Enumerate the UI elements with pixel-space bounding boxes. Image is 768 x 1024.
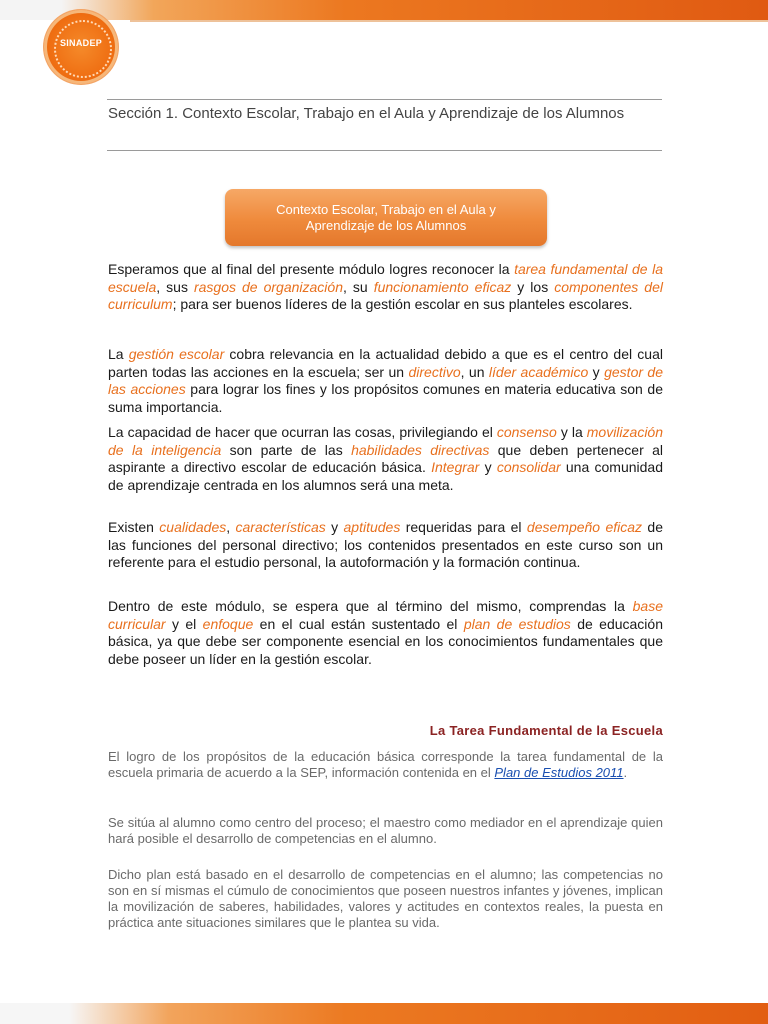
highlight: gestión escolar xyxy=(128,346,225,362)
text: , su xyxy=(343,278,374,295)
text: una comunidad de aprendizaje centrada en los alumnos será una meta. xyxy=(108,459,663,493)
paragraph-logro xyxy=(108,749,663,781)
logo-text: SINADEP xyxy=(59,38,103,48)
text: y xyxy=(588,363,605,380)
highlight: Integrar xyxy=(431,459,480,475)
bottom-decorative-bar xyxy=(0,1003,768,1024)
text: y el xyxy=(165,615,203,632)
highlight: consenso xyxy=(496,424,557,440)
highlight: habilidades directivas xyxy=(351,441,490,458)
text: , un xyxy=(460,363,489,380)
text: , xyxy=(226,519,236,535)
sinadep-logo xyxy=(44,10,118,84)
text: y xyxy=(479,459,497,475)
highlight: consolidar xyxy=(496,459,561,475)
text: . xyxy=(623,765,628,780)
highlight: desempeño eficaz xyxy=(526,519,643,535)
highlight: líder académico xyxy=(488,363,589,380)
highlight: cualidades xyxy=(159,519,227,535)
text: para lograr los fines y los propósitos comunes en materia educativa son de suma importancia. xyxy=(108,381,663,415)
banner-line-1: Contexto Escolar, Trabajo en el Aula y xyxy=(276,201,496,217)
text: que deben pertenecer al aspirante a directivo escolar de educación básica. xyxy=(108,441,663,475)
highlight: gestor de las acciones xyxy=(108,363,664,397)
text: La capacidad de hacer que ocurran las cosas, privilegiando el xyxy=(108,424,497,440)
text: son parte de las xyxy=(221,441,352,458)
text: y xyxy=(325,519,344,535)
text: en el cual están sustentado el xyxy=(253,615,464,632)
text: El logro de los propósitos de la educación básica corresponde la tarea fundamental de la escuela primaria de acuerdo a la SEP, información contenida en el xyxy=(108,749,663,780)
highlight: tarea fundamental de la escuela xyxy=(108,261,663,295)
plan-estudios-link[interactable]: Plan de Estudios 2011 xyxy=(494,765,624,780)
text: , sus xyxy=(156,278,194,295)
text: y la xyxy=(556,424,587,440)
banner-line-2: Aprendizaje de los Alumnos xyxy=(305,217,467,233)
text: La xyxy=(108,346,129,362)
highlight: funcionamiento eficaz xyxy=(373,278,512,295)
section-rule-top xyxy=(107,99,662,100)
text: requeridas para el xyxy=(400,519,527,535)
top-decorative-bar xyxy=(0,0,768,20)
paragraph-intro xyxy=(108,261,663,314)
text: y los xyxy=(511,278,555,295)
text: cobra relevancia en la actualidad debido a que es el centro del cual parten todas las acciones en la escuela; ser un xyxy=(108,346,663,380)
subsection-heading: La Tarea Fundamental de la Escuela xyxy=(429,723,663,738)
highlight: características xyxy=(235,519,326,535)
paragraph-gestion xyxy=(108,346,663,416)
highlight: movilización de la inteligencia xyxy=(108,424,663,458)
highlight: componentes del curriculum xyxy=(108,278,663,312)
text: de las funciones del personal directivo; los contenidos presentados en este curso son un referente para el estudio personal, la autoformación y la formación continua. xyxy=(108,519,663,570)
topic-banner xyxy=(225,189,547,246)
text: de educación básica, ya que debe ser componente esencial en los conocimientos fundamentales que debe poseer un líder en la gestión escolar. xyxy=(108,615,663,667)
highlight: base curricular xyxy=(108,598,663,632)
text: Existen xyxy=(108,519,160,535)
text: Dentro de este módulo, se espera que al término del mismo, comprendas la xyxy=(108,598,633,614)
paragraph-modulo xyxy=(108,598,663,668)
paragraph-alumno: Se sitúa al alumno como centro del proceso; el maestro como mediador en el aprendizaje quien hará posible el desarrollo de competencias en el alumno. xyxy=(108,815,663,846)
text: ; para ser buenos líderes de la gestión escolar en sus planteles escolares. xyxy=(172,296,633,312)
paragraph-capacidad xyxy=(108,424,663,494)
highlight: rasgos de organización xyxy=(193,278,343,295)
highlight: plan de estudios xyxy=(463,615,571,632)
paragraph-competencias: Dicho plan está basado en el desarrollo de competencias en el alumno; las competencias no son en sí mismas el cúmulo de conocimientos que poseen nuestros infantes y jóvenes, implican la movilización de saberes, habilidades, valores y actitudes en contextos reales, la puesta en práctica ante situaciones similares que le plantea su vida. xyxy=(108,867,663,930)
section-rule-bottom xyxy=(107,150,662,151)
section-title: Sección 1. Contexto Escolar, Trabajo en el Aula y Aprendizaje de los Alumnos xyxy=(108,105,625,122)
highlight: enfoque xyxy=(202,615,254,632)
logo-ring xyxy=(54,20,112,78)
highlight: directivo xyxy=(408,363,461,380)
top-divider xyxy=(130,20,768,22)
highlight: aptitudes xyxy=(343,519,401,535)
text: Esperamos que al final del presente módulo logres reconocer la xyxy=(108,261,515,277)
paragraph-cualidades xyxy=(108,519,663,572)
